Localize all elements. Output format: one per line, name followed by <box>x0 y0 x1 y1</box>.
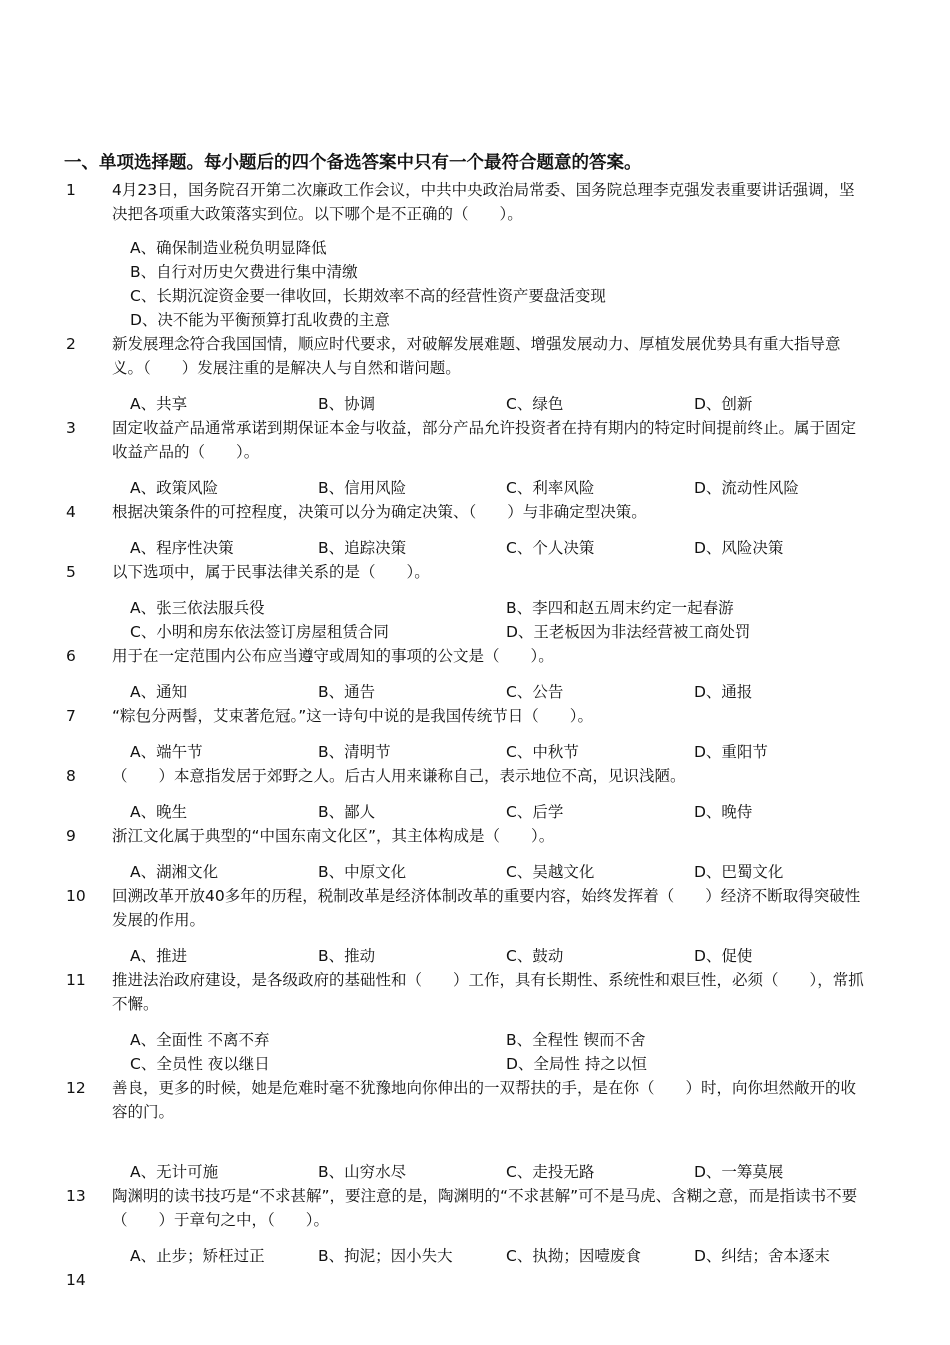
question-text: 4月23日，国务院召开第二次廉政工作会议，中共中央政治局常委、国务院总理李克强发表重要讲话强调，坚决把各项重大政策落实到位。以下哪个是不正确的（ ）。 <box>112 181 855 223</box>
option-b[interactable]: B、清明节 <box>318 743 391 761</box>
option-d[interactable]: D、通报 <box>694 683 753 701</box>
option-c[interactable]: C、利率风险 <box>506 479 595 497</box>
option-a[interactable]: A、政策风险 <box>130 479 219 497</box>
question-text: 固定收益产品通常承诺到期保证本金与收益，部分产品允许投资者在持有期内的特定时间提前终止。属于固定收益产品的（ ）。 <box>112 419 857 461</box>
option-d[interactable]: D、王老板因为非法经营被工商处罚 <box>506 623 751 641</box>
question-text: 新发展理念符合我国国情，顺应时代要求，对破解发展难题、增强发展动力、厚植发展优势具有重大指导意义。（ ）发展注重的是解决人与自然和谐问题。 <box>112 335 841 377</box>
option-c[interactable]: C、执拗；因噎废食 <box>506 1247 641 1265</box>
option-d[interactable]: D、风险决策 <box>694 539 784 557</box>
question-number: 3 <box>66 419 76 437</box>
question-text: “粽包分两髻，艾束著危冠。”这一诗句中说的是我国传统节日（ ）。 <box>112 707 594 725</box>
option-c[interactable]: C、全员性 夜以继日 <box>130 1055 270 1073</box>
option-d[interactable]: D、全局性 持之以恒 <box>506 1055 647 1073</box>
question-text: （ ）本意指发居于郊野之人。后古人用来谦称自己，表示地位不高，见识浅陋。 <box>112 767 686 785</box>
section-title: 一、单项选择题。每小题后的四个备选答案中只有一个最符合题意的答案。 <box>64 153 642 173</box>
option-d[interactable]: D、促使 <box>694 947 753 965</box>
option-a[interactable]: A、共享 <box>130 395 188 413</box>
question-text: 以下选项中，属于民事法律关系的是（ ）。 <box>112 563 430 581</box>
question-number: 6 <box>66 647 76 665</box>
option-b[interactable]: B、全程性 锲而不舍 <box>506 1031 646 1049</box>
question-number: 7 <box>66 707 76 725</box>
option-a[interactable]: A、无计可施 <box>130 1163 219 1181</box>
option-b[interactable]: B、信用风险 <box>318 479 407 497</box>
option-b[interactable]: B、自行对历史欠费进行集中清缴 <box>130 263 358 281</box>
question-number: 8 <box>66 767 76 785</box>
option-a[interactable]: A、推进 <box>130 947 188 965</box>
option-d[interactable]: D、流动性风险 <box>694 479 799 497</box>
option-b[interactable]: B、中原文化 <box>318 863 407 881</box>
question-number: 10 <box>66 887 86 905</box>
option-c[interactable]: C、长期沉淀资金要一律收回，长期效率不高的经营性资产要盘活变现 <box>130 287 606 305</box>
question-text: 回溯改革开放40多年的历程，税制改革是经济体制改革的重要内容，始终发挥着（ ）经济不断取得突破性发展的作用。 <box>112 887 861 929</box>
option-a[interactable]: A、止步；矫枉过正 <box>130 1247 265 1265</box>
option-d[interactable]: D、决不能为平衡预算打乱收费的主意 <box>130 311 390 329</box>
option-a[interactable]: A、湖湘文化 <box>130 863 219 881</box>
option-d[interactable]: D、重阳节 <box>694 743 768 761</box>
question-number: 12 <box>66 1079 86 1097</box>
option-b[interactable]: B、山穷水尽 <box>318 1163 407 1181</box>
option-a[interactable]: A、程序性决策 <box>130 539 234 557</box>
option-d[interactable]: D、创新 <box>694 395 753 413</box>
option-c[interactable]: C、鼓动 <box>506 947 564 965</box>
option-c[interactable]: C、小明和房东依法签订房屋租赁合同 <box>130 623 389 641</box>
option-a[interactable]: A、张三依法服兵役 <box>130 599 265 617</box>
question-text: 推进法治政府建设，是各级政府的基础性和（ ）工作，具有长期性、系统性和艰巨性，必须（ ），常抓不懈。 <box>112 971 864 1013</box>
option-b[interactable]: B、推动 <box>318 947 376 965</box>
question-text: 根据决策条件的可控程度，决策可以分为确定决策、（ ）与非确定型决策。 <box>112 503 647 521</box>
option-a[interactable]: A、端午节 <box>130 743 203 761</box>
question-text: 善良，更多的时候，她是危难时毫不犹豫地向你伸出的一双帮扶的手，是在你（ ）时，向你坦然敞开的收容的门。 <box>112 1079 857 1121</box>
question-text: 浙江文化属于典型的“中国东南文化区”，其主体构成是（ ）。 <box>112 827 555 845</box>
question-number: 9 <box>66 827 76 845</box>
option-d[interactable]: D、纠结；舍本逐末 <box>694 1247 830 1265</box>
question-number: 2 <box>66 335 76 353</box>
option-b[interactable]: B、追踪决策 <box>318 539 407 557</box>
option-c[interactable]: C、绿色 <box>506 395 564 413</box>
option-a[interactable]: A、确保制造业税负明显降低 <box>130 239 327 257</box>
option-d[interactable]: D、晚侍 <box>694 803 753 821</box>
option-c[interactable]: C、吴越文化 <box>506 863 595 881</box>
question-text: 陶渊明的读书技巧是“不求甚解”，要注意的是，陶渊明的“不求甚解”可不是马虎、含糊之意，而是指读书不要（ ）于章句之中，（ ）。 <box>112 1187 858 1229</box>
option-b[interactable]: B、拘泥；因小失大 <box>318 1247 453 1265</box>
option-b[interactable]: B、鄙人 <box>318 803 376 821</box>
option-d[interactable]: D、一筹莫展 <box>694 1163 784 1181</box>
question-number: 13 <box>66 1187 86 1205</box>
question-number: 5 <box>66 563 76 581</box>
option-a[interactable]: A、晚生 <box>130 803 188 821</box>
question-number: 4 <box>66 503 76 521</box>
option-b[interactable]: B、通告 <box>318 683 376 701</box>
question-number: 11 <box>66 971 86 989</box>
question-text: 用于在一定范围内公布应当遵守或周知的事项的公文是（ ）。 <box>112 647 554 665</box>
option-b[interactable]: B、协调 <box>318 395 376 413</box>
option-a[interactable]: A、通知 <box>130 683 188 701</box>
question-number: 14 <box>66 1271 86 1289</box>
option-b[interactable]: B、李四和赵五周末约定一起春游 <box>506 599 734 617</box>
option-a[interactable]: A、全面性 不离不弃 <box>130 1031 270 1049</box>
option-c[interactable]: C、走投无路 <box>506 1163 595 1181</box>
option-c[interactable]: C、后学 <box>506 803 564 821</box>
option-c[interactable]: C、公告 <box>506 683 564 701</box>
option-c[interactable]: C、中秋节 <box>506 743 579 761</box>
option-d[interactable]: D、巴蜀文化 <box>694 863 784 881</box>
question-number: 1 <box>66 181 76 199</box>
option-c[interactable]: C、个人决策 <box>506 539 595 557</box>
